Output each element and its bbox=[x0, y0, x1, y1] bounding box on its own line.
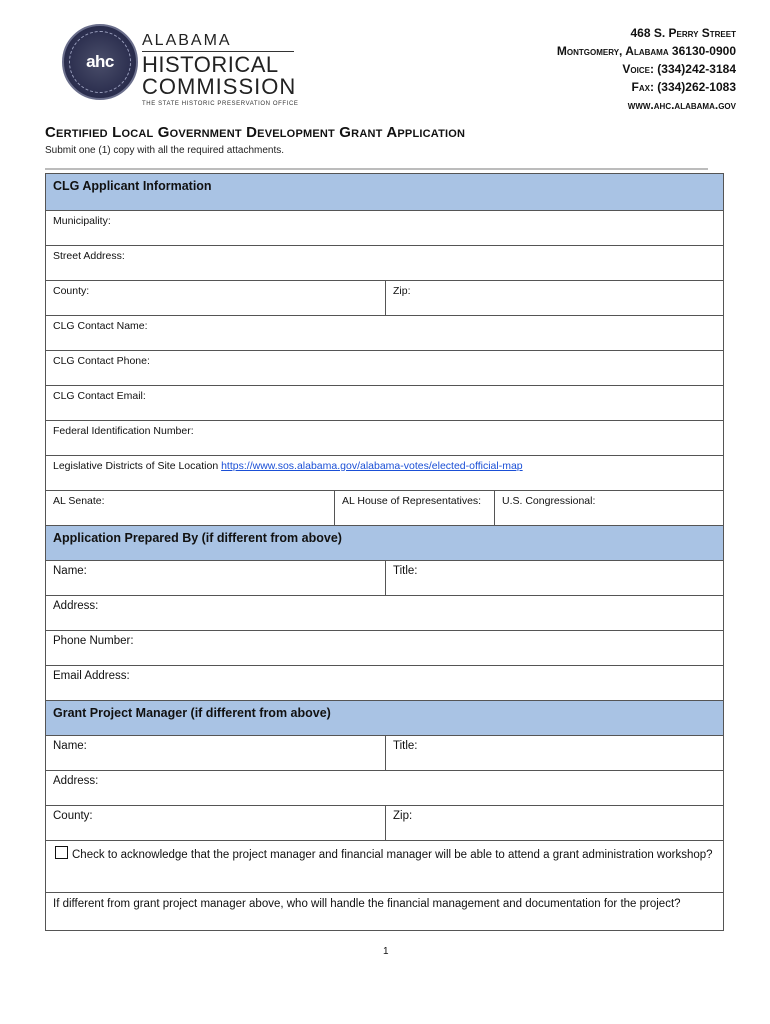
workshop-acknowledge-cell bbox=[46, 841, 723, 892]
title-divider bbox=[45, 168, 708, 170]
manager-county-field[interactable]: County: bbox=[53, 810, 93, 822]
zip-field[interactable]: Zip: bbox=[385, 281, 723, 315]
row-financial-manager bbox=[46, 892, 723, 930]
elected-official-map-link[interactable]: https://www.sos.alabama.gov/alabama-votes/elected-official-map bbox=[221, 460, 523, 472]
acknowledge-text: Check to acknowledge that the project manager and financial manager will be able to attend a grant administration workshop? bbox=[72, 849, 713, 861]
page-number: 1 bbox=[383, 946, 389, 957]
ahc-logo bbox=[62, 24, 302, 108]
federal-id-field[interactable]: Federal Identification Number: bbox=[53, 425, 194, 437]
address-web[interactable]: www.ahc.alabama.gov bbox=[627, 98, 736, 112]
row-prepared-email bbox=[46, 665, 723, 700]
legislative-districts-label bbox=[46, 456, 723, 490]
prepared-phone-field[interactable]: Phone Number: bbox=[53, 635, 134, 647]
address-city: Montgomery, Alabama 36130-0900 bbox=[556, 44, 736, 58]
row-prepared-name-title bbox=[46, 560, 723, 595]
brand-line-3: COMMISSION bbox=[142, 74, 297, 99]
row-county-zip bbox=[46, 280, 723, 315]
legislative-districts-text: Legislative Districts of Site Location bbox=[53, 460, 219, 472]
al-senate-field[interactable]: AL Senate: bbox=[53, 495, 105, 507]
brand-wordmark bbox=[142, 32, 302, 107]
contact-phone-field[interactable]: CLG Contact Phone: bbox=[53, 355, 150, 367]
row-prepared-address bbox=[46, 595, 723, 630]
contact-name-field[interactable]: CLG Contact Name: bbox=[53, 320, 148, 332]
row-districts bbox=[46, 490, 723, 525]
manager-zip-field[interactable]: Zip: bbox=[385, 806, 723, 840]
address-voice: Voice: (334)242-3184 bbox=[622, 62, 736, 76]
address-street: 468 S. Perry Street bbox=[630, 26, 736, 40]
commission-seal-icon bbox=[62, 24, 138, 100]
municipality-field[interactable]: Municipality: bbox=[53, 215, 111, 227]
row-municipality bbox=[46, 210, 723, 245]
financial-manager-field[interactable]: If different from grant project manager above, who will handle the financial management and documentation for the project? bbox=[53, 898, 681, 910]
prepared-name-field[interactable]: Name: bbox=[53, 565, 87, 577]
prepared-title-field[interactable]: Title: bbox=[385, 561, 723, 595]
seal-text: ahc bbox=[86, 52, 114, 71]
row-manager-address bbox=[46, 770, 723, 805]
brand-line-2: HISTORICAL bbox=[142, 52, 279, 77]
row-federal-id bbox=[46, 420, 723, 455]
manager-name-field[interactable]: Name: bbox=[53, 740, 87, 752]
row-contact-name bbox=[46, 315, 723, 350]
row-prepared-phone bbox=[46, 630, 723, 665]
row-workshop-acknowledge bbox=[46, 840, 723, 892]
section-applicant-heading: CLG Applicant Information bbox=[46, 173, 723, 210]
address-fax: Fax: (334)262-1083 bbox=[631, 80, 736, 94]
county-field[interactable]: County: bbox=[53, 285, 90, 297]
row-manager-name-title bbox=[46, 735, 723, 770]
prepared-email-field[interactable]: Email Address: bbox=[53, 670, 130, 682]
row-contact-phone bbox=[46, 350, 723, 385]
brand-tagline: THE STATE HISTORIC PRESERVATION OFFICE bbox=[142, 101, 299, 107]
manager-address-field[interactable]: Address: bbox=[53, 775, 99, 787]
office-address bbox=[557, 24, 736, 114]
prepared-address-field[interactable]: Address: bbox=[53, 600, 99, 612]
brand-line-1: ALABAMA bbox=[142, 32, 232, 49]
section-manager-heading: Grant Project Manager (if different from above) bbox=[46, 700, 723, 735]
street-address-field[interactable]: Street Address: bbox=[53, 250, 125, 262]
row-legislative-districts bbox=[46, 455, 723, 490]
al-house-field[interactable]: AL House of Representatives: bbox=[334, 491, 494, 525]
contact-email-field[interactable]: CLG Contact Email: bbox=[53, 390, 146, 402]
form-title: Certified Local Government Development Grant Application bbox=[45, 124, 466, 141]
grant-application-form bbox=[45, 173, 724, 931]
row-manager-county-zip bbox=[46, 805, 723, 840]
row-street-address bbox=[46, 245, 723, 280]
section-prepared-by-heading: Application Prepared By (if different from above) bbox=[46, 525, 723, 560]
form-subtitle: Submit one (1) copy with all the required attachments. bbox=[45, 145, 285, 156]
row-contact-email bbox=[46, 385, 723, 420]
us-congressional-field[interactable]: U.S. Congressional: bbox=[494, 491, 723, 525]
acknowledge-checkbox[interactable] bbox=[55, 846, 68, 859]
manager-title-field[interactable]: Title: bbox=[385, 736, 723, 770]
